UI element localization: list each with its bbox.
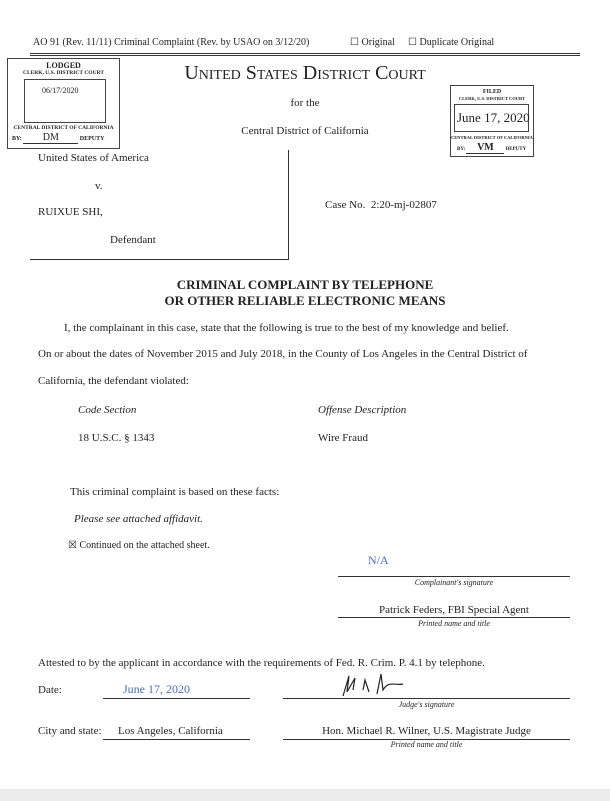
judge-sig-line	[283, 698, 570, 699]
body-p3: California, the defendant violated:	[38, 375, 189, 387]
code-header: Code Section	[78, 404, 137, 416]
city-label: City and state:	[38, 725, 102, 737]
desc-header: Offense Description	[318, 404, 407, 416]
plaintiff: United States of America	[38, 152, 149, 164]
defendant-label: Defendant	[110, 234, 156, 246]
judge-name: Hon. Michael R. Wilner, U.S. Magistrate Judge	[322, 725, 531, 737]
city-value: Los Angeles, California	[118, 725, 223, 737]
viewer-footer	[0, 789, 610, 801]
court-name: United States District Court	[184, 62, 426, 84]
case-number: Case No. 2:20-mj-02807	[325, 199, 437, 211]
date-label: Date:	[38, 684, 62, 696]
body-p2: On or about the dates of November 2015 and July 2018, in the County of Los Angeles in the Central District of	[38, 348, 528, 360]
sig-caption: Complainant's signature	[414, 578, 494, 587]
city-line	[103, 739, 250, 740]
date-line	[103, 698, 250, 699]
judge-sig-caption: Judge's signature	[398, 700, 455, 709]
complainant-signature: N/A	[368, 553, 389, 567]
sig-line	[338, 576, 570, 577]
filed-stamp: FILED CLERK, U.S. DISTRICT COURT June 17, 2020 CENTRAL DISTRICT OF CALIFORNIA BY: VM DEPUTY	[450, 85, 534, 157]
duplicate-checkbox: ☐ Duplicate Original	[408, 37, 495, 48]
form-id: AO 91 (Rev. 11/11) Criminal Complaint (Rev. by USAO on 3/12/20)	[33, 37, 310, 48]
facts-intro: This criminal complaint is based on these facts:	[70, 486, 280, 498]
date-value: June 17, 2020	[123, 682, 190, 696]
versus: v.	[95, 180, 103, 192]
name-caption: Printed name and title	[418, 619, 490, 628]
offense-code: 18 U.S.C. § 1343	[78, 432, 155, 444]
doc-title-2: OR OTHER RELIABLE ELECTRONIC MEANS	[164, 293, 446, 308]
doc-title: CRIMINAL COMPLAINT BY TELEPHONE	[176, 277, 434, 292]
for-the: for the	[290, 97, 320, 109]
defendant: RUIXUE SHI,	[38, 206, 103, 218]
caption-divider	[288, 150, 289, 260]
continued-sheet: ☒ Continued on the attached sheet.	[68, 540, 210, 551]
attest-text: Attested to by the applicant in accordance with the requirements of Fed. R. Crim. P. 4.1 by telephone.	[38, 657, 485, 669]
name-line	[338, 617, 570, 618]
court-district: Central District of California	[241, 125, 369, 137]
original-checkbox: ☐ Original	[350, 37, 395, 48]
judge-name-caption: Printed name and title	[390, 740, 463, 749]
offense-desc: Wire Fraud	[318, 432, 368, 444]
header-rule	[30, 53, 580, 56]
body-p1: I, the complainant in this case, state that the following is true to the best of my knowledge and belief.	[64, 322, 509, 334]
judge-signature	[335, 672, 405, 698]
caption-rule	[30, 259, 288, 260]
lodged-stamp: LODGED CLERK, U.S. DISTRICT COURT 06/17/2020 CENTRAL DISTRICT OF CALIFORNIA BY: DM DEPUTY	[7, 58, 120, 149]
facts-text: Please see attached affidavit.	[74, 513, 203, 525]
complainant-name: Patrick Feders, FBI Special Agent	[378, 604, 529, 616]
